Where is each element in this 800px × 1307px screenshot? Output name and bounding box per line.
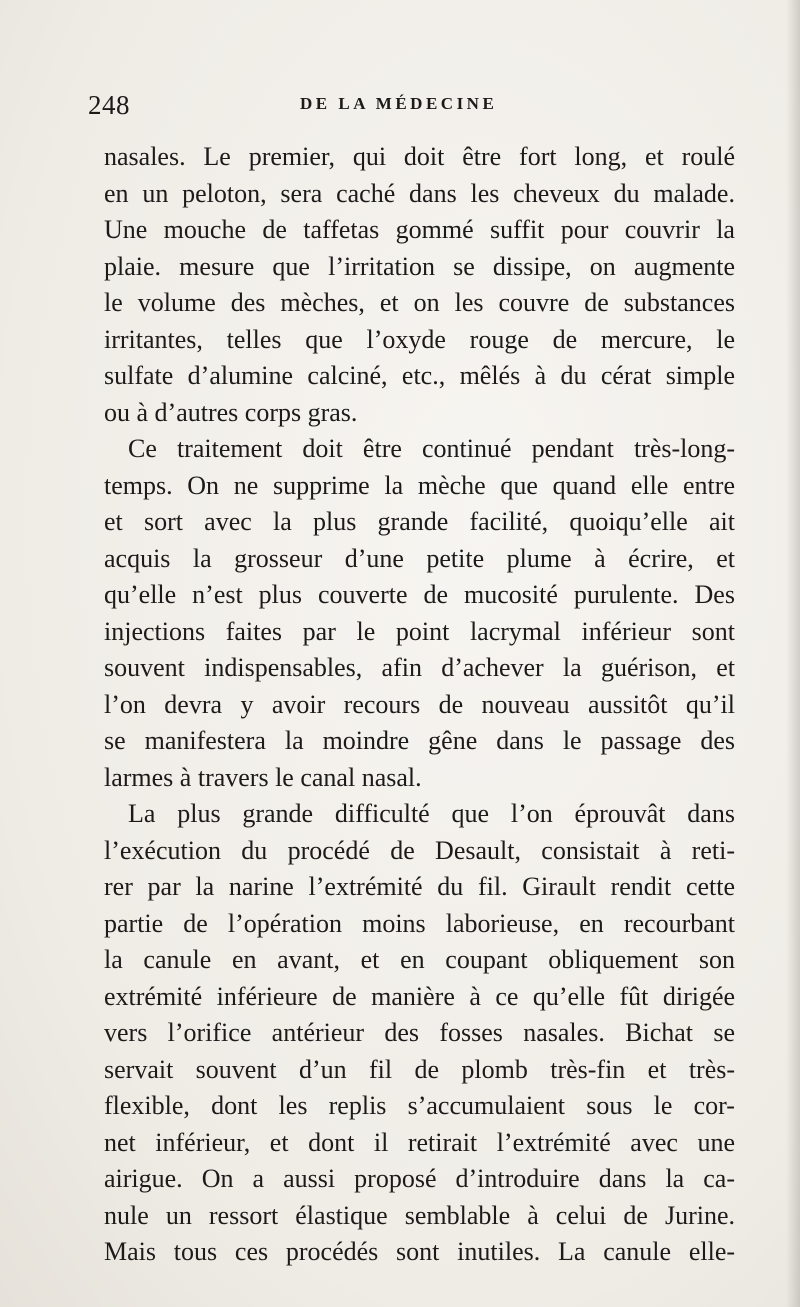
running-title: DE LA MÉDECINE [300,94,498,113]
text-line: ou à d’autres corps gras. [104,398,358,427]
text-line: nule un ressort élastique semblable à celui de Jurine. [104,1201,736,1230]
text-line: airigue. On a aussi proposé d’introduire dans la ca- [104,1164,735,1193]
text-line: net inférieur, et dont il retirait l’extrémité avec une [104,1128,735,1157]
text-line: l’exécution du procédé de Desault, consistait à reti- [104,836,735,865]
text-line: se manifestera la moindre gêne dans le passage des [104,726,736,755]
text-line: Mais tous ces procédés sont inutiles. La canule elle- [104,1237,736,1266]
page-number: 248 [88,90,130,120]
text-line: temps. On ne supprime la mèche que quand elle entre [104,471,735,500]
text-line: larmes à travers le canal nasal. [104,763,422,792]
text-line: La plus grande difficulté que l’on éprouvât dans [128,799,735,828]
text-line: rer par la narine l’extrémité du fil. Girault rendit cette [104,872,736,901]
text-line: et sort avec la plus grande facilité, quoiqu’elle ait [104,507,735,536]
text-line: l’on devra y avoir recours de nouveau aussitôt qu’il [104,690,736,719]
text-line: vers l’orifice antérieur des fosses nasales. Bichat se [104,1018,735,1047]
text-line: flexible, dont les replis s’accumulaient sous le cor- [104,1091,735,1120]
text-line: injections faites par le point lacrymal inférieur sont [104,617,736,646]
running-head [88,90,738,130]
text-line: extrémité inférieure de manière à ce qu’elle fût dirigée [104,982,736,1011]
text-line: nasales. Le premier, qui doit être fort long, et roulé [104,142,736,171]
text-line: le volume des mèches, et on les couvre de substances [104,288,735,317]
text-line: la canule en avant, et en coupant obliquement son [104,945,736,974]
text-line: partie de l’opération moins laborieuse, en recourbant [104,909,736,938]
text-line: qu’elle n’est plus couverte de mucosité purulente. Des [104,580,735,609]
text-line: Une mouche de taffetas gommé suffit pour couvrir la [104,215,735,244]
text-line: acquis la grosseur d’une petite plume à écrire, et [104,544,736,573]
text-line: sulfate d’alumine calciné, etc., mêlés à du cérat simple [104,361,736,390]
text-line: plaie. mesure que l’irritation se dissipe, on augmente [104,252,736,281]
text-line: Ce traitement doit être continué pendant très-long- [128,434,736,463]
text-line: irritantes, telles que l’oxyde rouge de mercure, le [104,325,736,354]
text-line: souvent indispensables, afin d’achever la guérison, et [104,653,735,682]
text-line: en un peloton, sera caché dans les cheveux du malade. [104,179,735,208]
text-line: servait souvent d’un fil de plomb très-fin et très- [104,1055,736,1084]
